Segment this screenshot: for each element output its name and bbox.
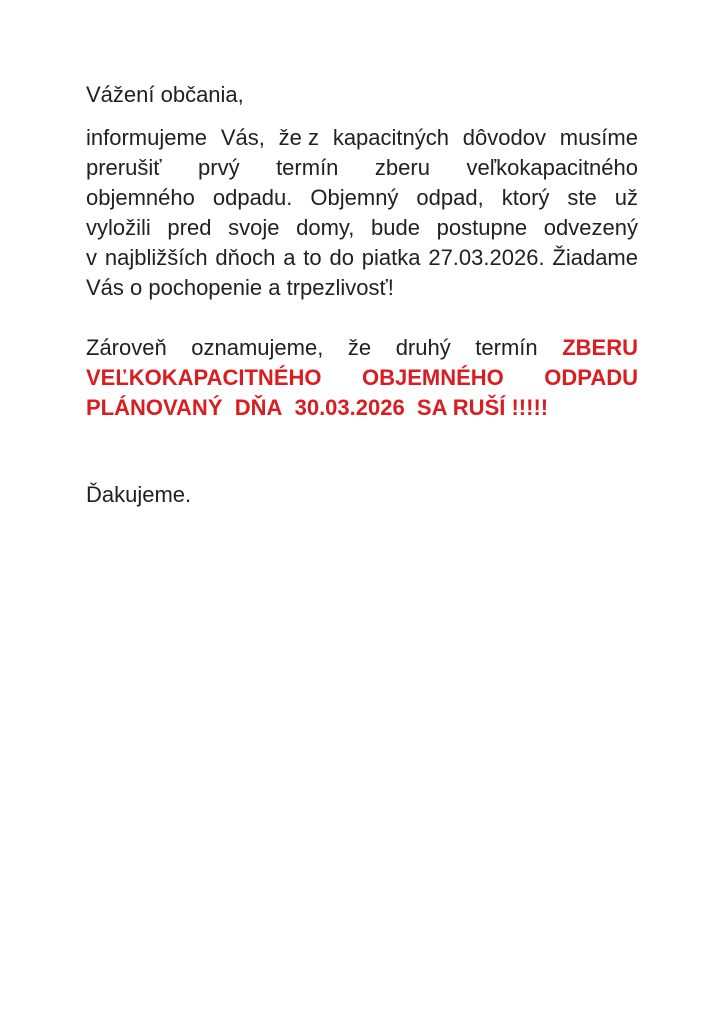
- paragraph-cancellation: [86, 333, 638, 423]
- letter-content: [86, 80, 638, 510]
- text-line: prerušiť prvý termín zberu veľkokapacitného: [86, 155, 638, 180]
- announcement-black-text: Zároveň oznamujeme, že druhý termín: [86, 335, 538, 360]
- text-line: vyložili pred svoje domy, bude postupne odvezený: [86, 215, 638, 240]
- text-line: v najbližších dňoch a to do piatka 27.03.2026. Žiadame: [86, 245, 638, 270]
- closing-text: Ďakujeme.: [86, 482, 192, 507]
- announcement-highlight-line3: PLÁNOVANÝ DŇA 30.03.2026 SA RUŠÍ !!!!!: [86, 395, 549, 420]
- text-line: [86, 123, 638, 153]
- announcement-highlight-zberu: ZBERU: [562, 335, 638, 360]
- paragraph-info: [86, 123, 638, 303]
- text-line: [86, 333, 638, 363]
- text-line: Vás o pochopenie a trpezlivosť!: [86, 275, 394, 300]
- line1-start: informujeme Vás,: [86, 125, 265, 150]
- line1-end: kapacitných dôvodov musíme: [332, 125, 638, 150]
- text-line: objemného odpadu. Objemný odpad, ktorý ste už: [86, 185, 638, 210]
- announcement-highlight-line2: VEĽKOKAPACITNÉHO OBJEMNÉHO ODPADU: [86, 365, 638, 390]
- greeting-text: Vážení občania,: [86, 82, 244, 107]
- line1-tight-cluster: že z: [278, 125, 320, 150]
